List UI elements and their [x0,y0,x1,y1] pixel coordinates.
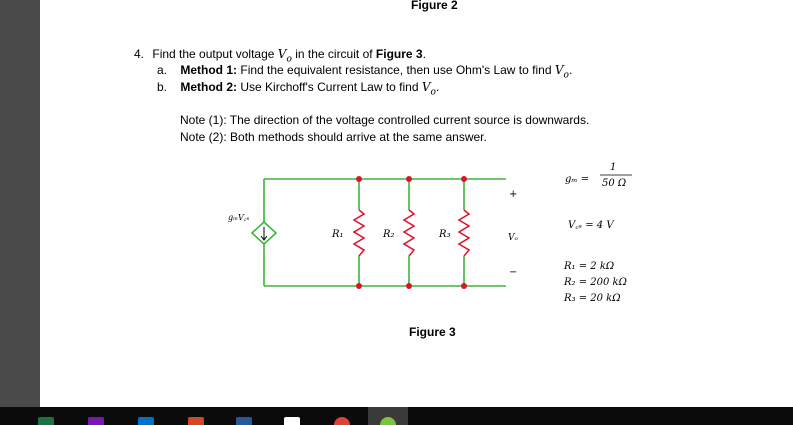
r3-label: R₃ [439,229,451,240]
r2-label: R₂ [383,229,395,240]
node [461,176,467,182]
figure2-caption: Figure 2 [411,0,458,12]
paint-icon[interactable] [284,417,300,425]
gm-numerator: 1 [610,162,617,173]
question-text-middle: in the circuit of [291,47,376,61]
question-text-suffix: . [422,47,426,61]
vo-symbol: V [277,47,287,61]
minus-terminal: − [509,267,518,278]
node [406,283,412,289]
vo-subscript: o [430,87,436,98]
word-icon[interactable] [236,417,252,425]
r1-resistor [354,210,364,256]
document-page [40,0,793,407]
r2-value: R₂ = 200 kΩ [564,277,627,288]
vo-subscript: o [286,54,292,65]
method-a-label: Method 1: [180,63,238,77]
note-2: Note (2): Both methods should arrive at the same answer. [180,130,487,144]
figure-ref: Figure 3 [375,47,423,61]
r2-resistor [404,210,414,256]
r1-value: R₁ = 2 kΩ [564,261,615,272]
powerpoint-icon[interactable] [188,417,204,425]
method-b-text: Use Kirchoff's Current Law to find [237,80,422,94]
r3-resistor [459,210,469,256]
resistors [354,210,469,256]
vgs-value: V꜀ₛ = 4 V [568,220,614,231]
plus-terminal: + [509,189,518,200]
messenger-icon[interactable] [380,417,396,425]
dependent-current-source [252,222,276,244]
node [406,176,412,182]
node [356,176,362,182]
source-label: gₘV꜀ₛ [228,213,250,222]
onenote-icon[interactable] [88,417,104,425]
vo-symbol: V [554,63,564,77]
circuit-diagram [40,0,793,407]
question-text-prefix: Find the output voltage [152,47,278,61]
gm-lhs: gₘ = [565,174,590,185]
r3-value: R₃ = 20 kΩ [564,293,621,304]
method-a-text: Find the equivalent resistance, then use Ohm's Law to find [237,63,555,77]
node [356,283,362,289]
question-number: 4. [134,47,145,61]
period: . [435,80,440,94]
vo-label: Vₒ [508,233,518,243]
vo-symbol: V [421,80,431,94]
note-1: Note (1): The direction of the voltage controlled current source is downwards. [180,113,590,127]
figure3-caption: Figure 3 [409,325,456,339]
method-a-marker: a. [157,63,168,77]
left-sidebar [0,0,40,407]
period: . [568,63,573,77]
active-app-highlight[interactable] [368,407,408,425]
gm-denominator: 50 Ω [602,178,627,189]
vo-subscript: o [563,70,569,81]
method-b-label: Method 2: [180,80,238,94]
r1-label: R₁ [332,229,344,240]
chrome-icon[interactable] [334,417,350,425]
outlook-icon[interactable] [138,417,154,425]
taskbar [0,407,793,425]
excel-icon[interactable] [38,417,54,425]
method-b-marker: b. [157,80,168,94]
node [461,283,467,289]
